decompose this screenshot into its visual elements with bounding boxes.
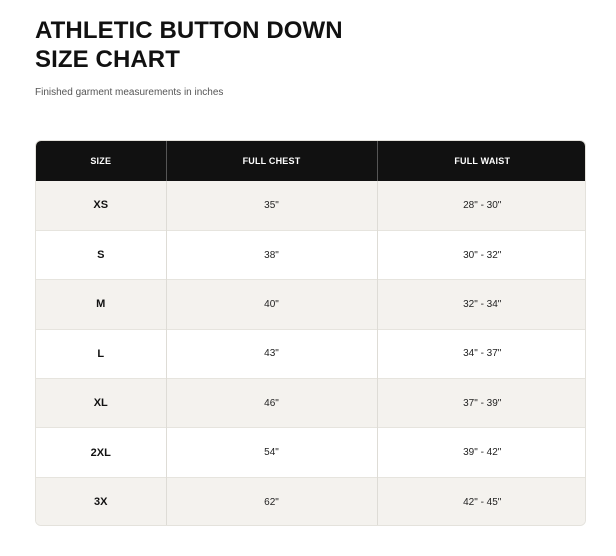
cell-full-waist: 28" - 30" bbox=[377, 181, 586, 230]
table-header-row bbox=[36, 141, 586, 181]
cell-size: L bbox=[36, 329, 166, 378]
size-chart-table bbox=[36, 141, 586, 526]
cell-full-chest: 43" bbox=[166, 329, 377, 378]
page-title bbox=[35, 16, 343, 74]
page-subtitle: Finished garment measurements in inches bbox=[35, 87, 224, 98]
table-row bbox=[36, 181, 586, 230]
cell-size: 2XL bbox=[36, 428, 166, 477]
cell-size: XL bbox=[36, 379, 166, 428]
table-row bbox=[36, 230, 586, 279]
table-header bbox=[36, 141, 586, 181]
cell-full-chest: 46" bbox=[166, 379, 377, 428]
table-row bbox=[36, 477, 586, 526]
title-line-1: ATHLETIC BUTTON DOWN bbox=[35, 17, 343, 44]
cell-full-waist: 37" - 39" bbox=[377, 379, 586, 428]
cell-full-waist: 42" - 45" bbox=[377, 477, 586, 526]
cell-full-chest: 38" bbox=[166, 230, 377, 279]
table-row bbox=[36, 379, 586, 428]
cell-full-chest: 54" bbox=[166, 428, 377, 477]
size-chart-table-container bbox=[35, 140, 586, 526]
cell-full-waist: 30" - 32" bbox=[377, 230, 586, 279]
column-header-full-waist: FULL WAIST bbox=[377, 141, 586, 181]
table-row bbox=[36, 428, 586, 477]
table-body bbox=[36, 181, 586, 526]
column-header-full-chest: FULL CHEST bbox=[166, 141, 377, 181]
cell-size: M bbox=[36, 280, 166, 329]
cell-full-waist: 32" - 34" bbox=[377, 280, 586, 329]
title-line-2: SIZE CHART bbox=[35, 46, 180, 73]
cell-size: XS bbox=[93, 199, 109, 212]
cell-size: S bbox=[36, 230, 166, 279]
cell-full-waist: 39" - 42" bbox=[377, 428, 586, 477]
table-row bbox=[36, 280, 586, 329]
cell-full-chest: 62" bbox=[166, 477, 377, 526]
cell-full-waist: 34" - 37" bbox=[377, 329, 586, 378]
cell-size: 3X bbox=[36, 477, 166, 526]
column-header-size: SIZE bbox=[90, 156, 112, 166]
cell-full-chest: 35" bbox=[166, 181, 377, 230]
table-row bbox=[36, 329, 586, 378]
cell-full-chest: 40" bbox=[166, 280, 377, 329]
